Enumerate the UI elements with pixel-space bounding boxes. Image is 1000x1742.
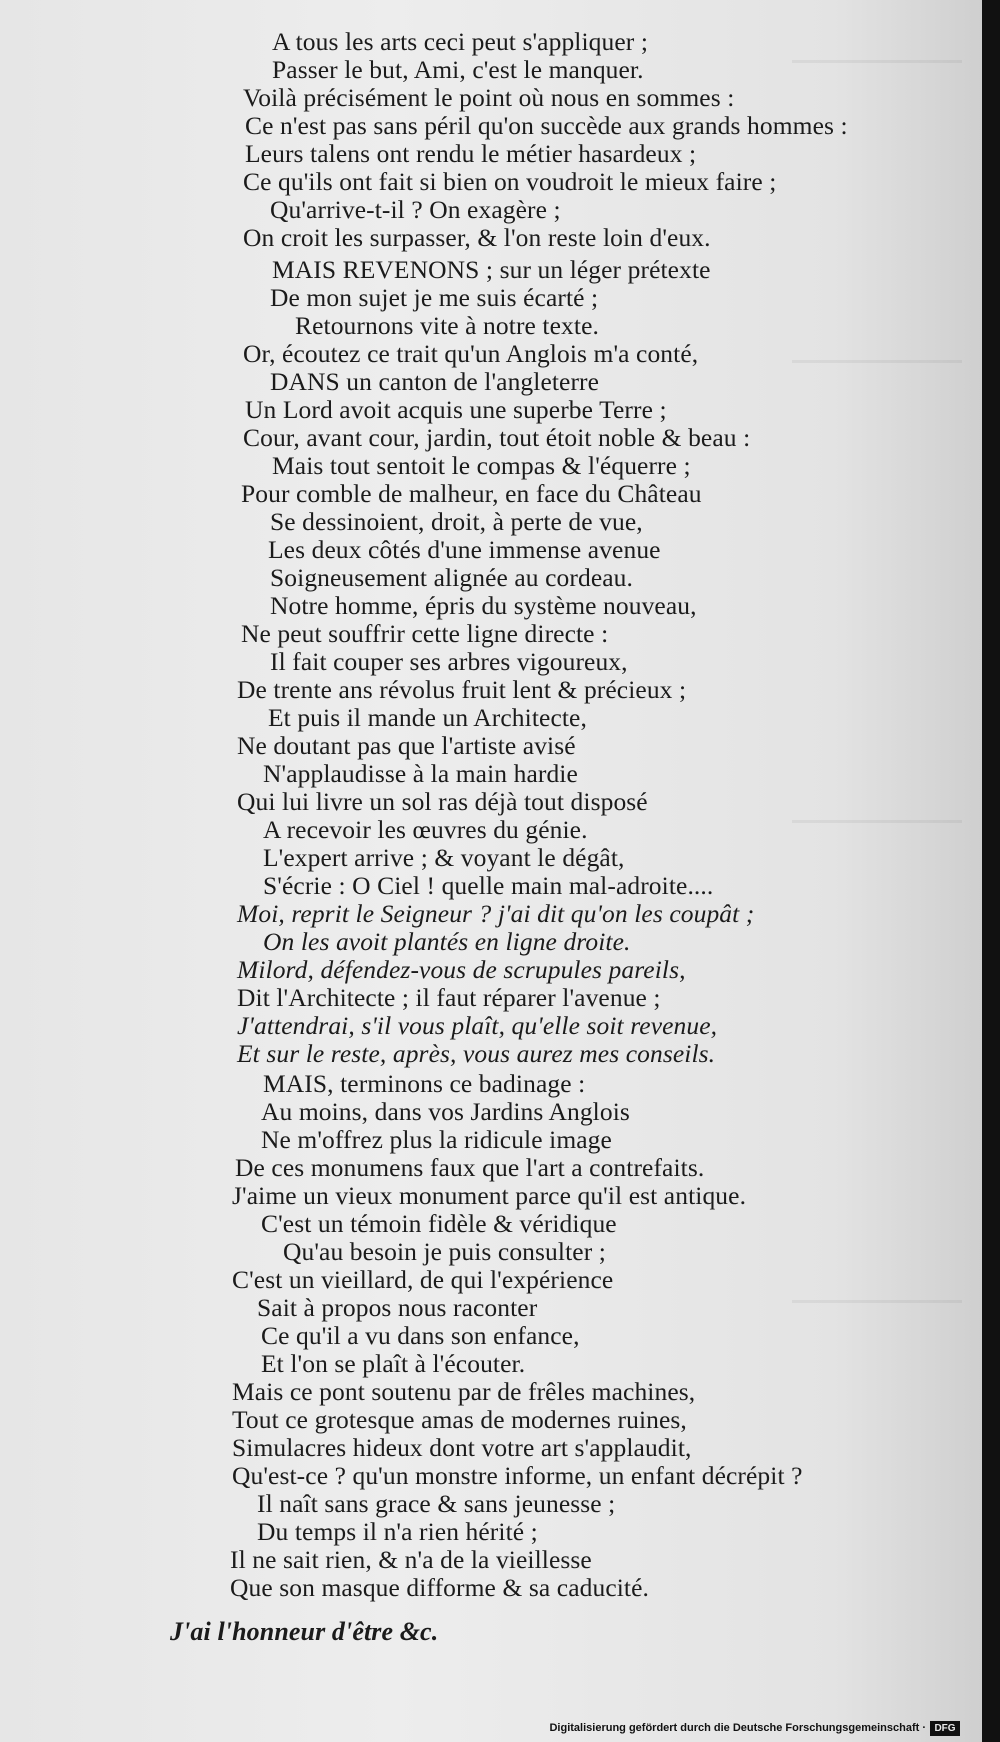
poem-line: De mon sujet je me suis écarté ; <box>270 283 599 312</box>
poem-line: Du temps il n'a rien hérité ; <box>257 1517 538 1546</box>
poem-line: Retournons vite à notre texte. <box>295 311 599 340</box>
poem-line: De trente ans révolus fruit lent & précieux ; <box>237 675 687 704</box>
poem-line: On croit les surpasser, & l'on reste loin d'eux. <box>243 223 711 252</box>
poem-line: Notre homme, épris du système nouveau, <box>270 591 697 620</box>
poem-line: L'expert arrive ; & voyant le dégât, <box>263 843 625 872</box>
poem-line: Il ne sait rien, & n'a de la vieillesse <box>230 1545 592 1574</box>
poem-line: Ce qu'ils ont fait si bien on voudroit le mieux faire ; <box>243 167 777 196</box>
poem-line: S'écrie : O Ciel ! quelle main mal-adroite.... <box>263 871 714 900</box>
poem-line: Simulacres hideux dont votre art s'applaudit, <box>232 1433 692 1462</box>
poem-line: Au moins, dans vos Jardins Anglois <box>261 1097 630 1126</box>
poem-line: Qu'est-ce ? qu'un monstre informe, un enfant décrépit ? <box>232 1461 803 1490</box>
poem-line: Et puis il mande un Architecte, <box>268 703 587 732</box>
poem-line: Voilà précisément le point où nous en sommes : <box>243 83 735 112</box>
poem-line: Se dessinoient, droit, à perte de vue, <box>270 507 643 536</box>
poem-line: Qu'au besoin je puis consulter ; <box>283 1237 606 1266</box>
poem-line: Sait à propos nous raconter <box>257 1293 538 1322</box>
poem-line: Moi, reprit le Seigneur ? j'ai dit qu'on les coupât ; <box>237 899 755 928</box>
scan-edge <box>982 0 1000 1742</box>
poem-line: Ne peut souffrir cette ligne directe : <box>241 619 609 648</box>
credit-text: Digitalisierung gefördert durch die Deutsche Forschungsgemeinschaft · <box>549 1722 926 1734</box>
poem-line: N'applaudisse à la main hardie <box>263 759 578 788</box>
poem-line: Leurs talens ont rendu le métier hasardeux ; <box>245 139 697 168</box>
poem-line: Or, écoutez ce trait qu'un Anglois m'a conté, <box>243 339 699 368</box>
poem-line: Dit l'Architecte ; il faut réparer l'avenue ; <box>237 983 661 1012</box>
digitization-credit <box>549 1722 926 1734</box>
poem-line: Qu'arrive-t-il ? On exagère ; <box>270 195 561 224</box>
poem-line: Soigneusement alignée au cordeau. <box>270 563 634 592</box>
poem-line: A recevoir les œuvres du génie. <box>263 815 588 844</box>
dfg-logo: DFG <box>930 1721 960 1736</box>
poem-line: Ce qu'il a vu dans son enfance, <box>261 1321 580 1350</box>
poem-line: Tout ce grotesque amas de modernes ruines, <box>232 1405 687 1434</box>
poem-line: Mais ce pont soutenu par de frêles machines, <box>232 1377 696 1406</box>
poem-line: MAIS REVENONS ; sur un léger prétexte <box>272 255 711 284</box>
poem-line: C'est un témoin fidèle & véridique <box>261 1209 617 1238</box>
poem-line: Mais tout sentoit le compas & l'équerre ; <box>272 451 691 480</box>
poem-line: Il fait couper ses arbres vigoureux, <box>270 647 628 676</box>
poem-line: Il naît sans grace & sans jeunesse ; <box>257 1489 616 1518</box>
poem-line: Un Lord avoit acquis une superbe Terre ; <box>245 395 667 424</box>
poem-line: Pour comble de malheur, en face du Château <box>241 479 702 508</box>
poem-line: C'est un vieillard, de qui l'expérience <box>232 1265 614 1294</box>
poem-line: J'aime un vieux monument parce qu'il est antique. <box>232 1181 747 1210</box>
poem-line: DANS un canton de l'angleterre <box>270 367 600 396</box>
poem-line: Passer le but, Ami, c'est le manquer. <box>272 55 644 84</box>
poem-line: Milord, défendez-vous de scrupules pareils, <box>237 955 686 984</box>
poem-line: Ce n'est pas sans péril qu'on succède aux grands hommes : <box>245 111 848 140</box>
poem-line: Que son masque difforme & sa caducité. <box>230 1573 649 1602</box>
poem-line: MAIS, terminons ce badinage : <box>263 1069 586 1098</box>
poem-line: Qui lui livre un sol ras déjà tout disposé <box>237 787 648 816</box>
poem-line: De ces monumens faux que l'art a contrefaits. <box>235 1153 705 1182</box>
closing-signature: J'ai l'honneur d'être &c. <box>170 1617 439 1646</box>
poem-line: Cour, avant cour, jardin, tout étoit noble & beau : <box>243 423 751 452</box>
poem-line: Et sur le reste, après, vous aurez mes conseils. <box>237 1039 716 1068</box>
poem-line: Ne doutant pas que l'artiste avisé <box>237 731 576 760</box>
poem-line: Ne m'offrez plus la ridicule image <box>261 1125 612 1154</box>
poem-line: J'attendrai, s'il vous plaît, qu'elle soit revenue, <box>237 1011 718 1040</box>
poem-line: A tous les arts ceci peut s'appliquer ; <box>272 27 649 56</box>
poem-line: Les deux côtés d'une immense avenue <box>268 535 661 564</box>
poem-line: On les avoit plantés en ligne droite. <box>263 927 631 956</box>
poem-line: Et l'on se plaît à l'écouter. <box>261 1349 526 1378</box>
